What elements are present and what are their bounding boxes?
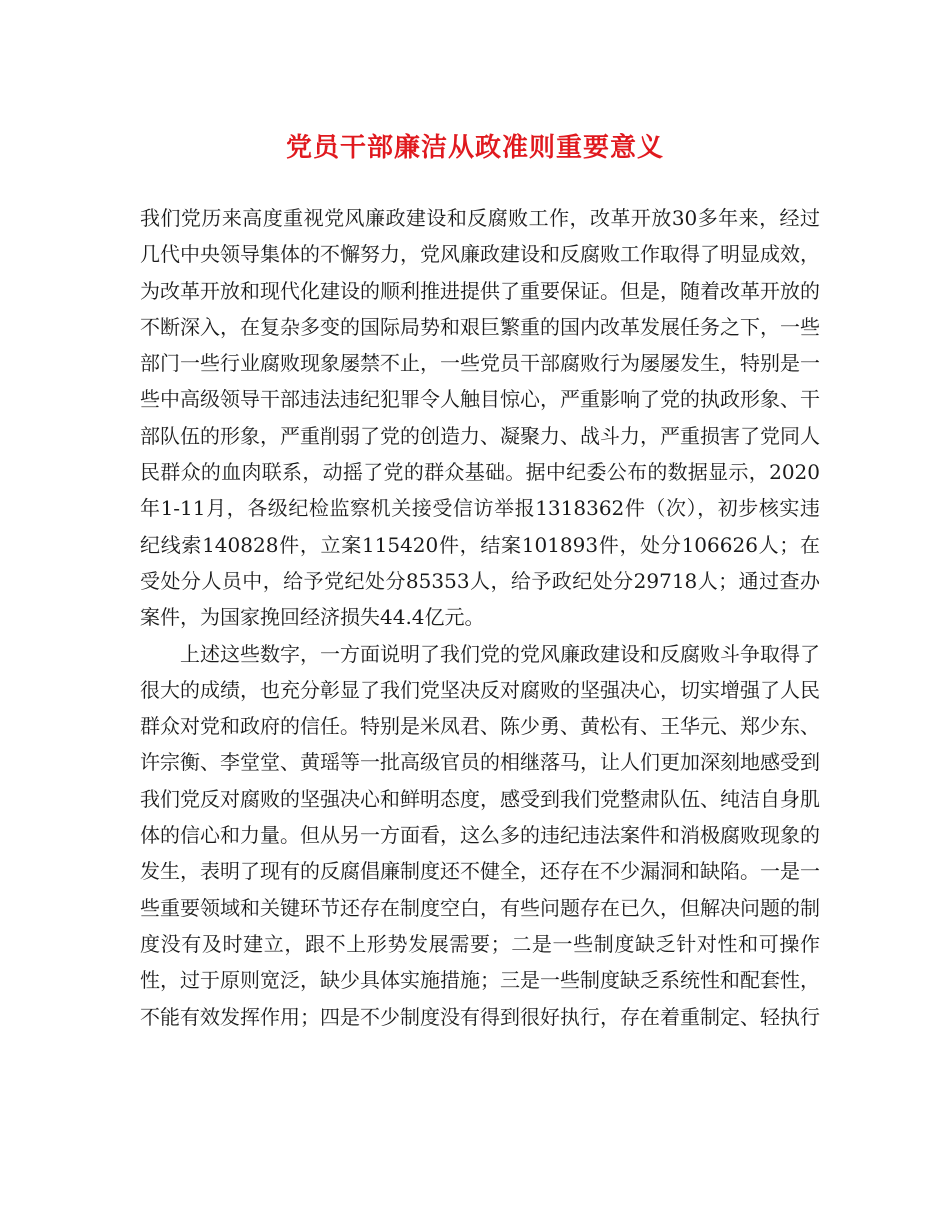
paragraph-1: 我们党历来高度重视党风廉政建设和反腐败工作，改革开放30多年来，经过几代中央领导集体的不懈努力，党风廉政建设和反腐败工作取得了明显成效，为改革开放和现代化建设的顺利推进提供了重要保证。但是，随着改革开放的不断深入，在复杂多变的国际局势和艰巨繁重的国内改革发展任务之下，一些部门一些行业腐败现象屡禁不止，一些党员干部腐败行为屡屡发生，特别是一些中高级领导干部违法违纪犯罪令人触目惊心，严重影响了党的执政形象、干部队伍的形象，严重削弱了党的创造力、凝聚力、战斗力，严重损害了党同人民群众的血肉联系，动摇了党的群众基础。据中纪委公布的数据显示，2020年1-11月，各级纪检监察机关接受信访举报1318362件（次），初步核实违纪线索140828件，立案115420件，结案101893件，处分106626人；在受处分人员中，给予党纪处分85353人，给予政纪处分29718人；通过查办案件，为国家挽回经济损失44.4亿元。 xyxy=(140,206,820,630)
document-body xyxy=(140,200,820,1035)
paragraph-2: 上述这些数字，一方面说明了我们党的党风廉政建设和反腐败斗争取得了很大的成绩，也充分彰显了我们党坚决反对腐败的坚强决心，切实增强了人民群众对党和政府的信任。特别是米凤君、陈少勇、黄松有、王华元、郑少东、许宗衡、李堂堂、黄瑶等一批高级官员的相继落马，让人们更加深刻地感受到我们党反对腐败的坚强决心和鲜明态度，感受到我们党整肃队伍、纯洁自身肌体的信心和力量。但从另一方面看，这么多的违纪违法案件和消极腐败现象的发生，表明了现有的反腐倡廉制度还不健全，还存在不少漏洞和缺陷。一是一些重要领域和关键环节还存在制度空白，有些问题存在已久，但解决问题的制度没有及时建立，跟不上形势发展需要；二是一些制度缺乏针对性和可操作性，过于原则宽泛，缺少具体实施措施；三是一些制度缺乏系统性和配套性，不能有效发挥作用；四是不少制度没有得到很好执行，存在着重制定、轻执行 xyxy=(140,641,820,1029)
document-title: 党员干部廉洁从政准则重要意义 xyxy=(285,133,664,163)
